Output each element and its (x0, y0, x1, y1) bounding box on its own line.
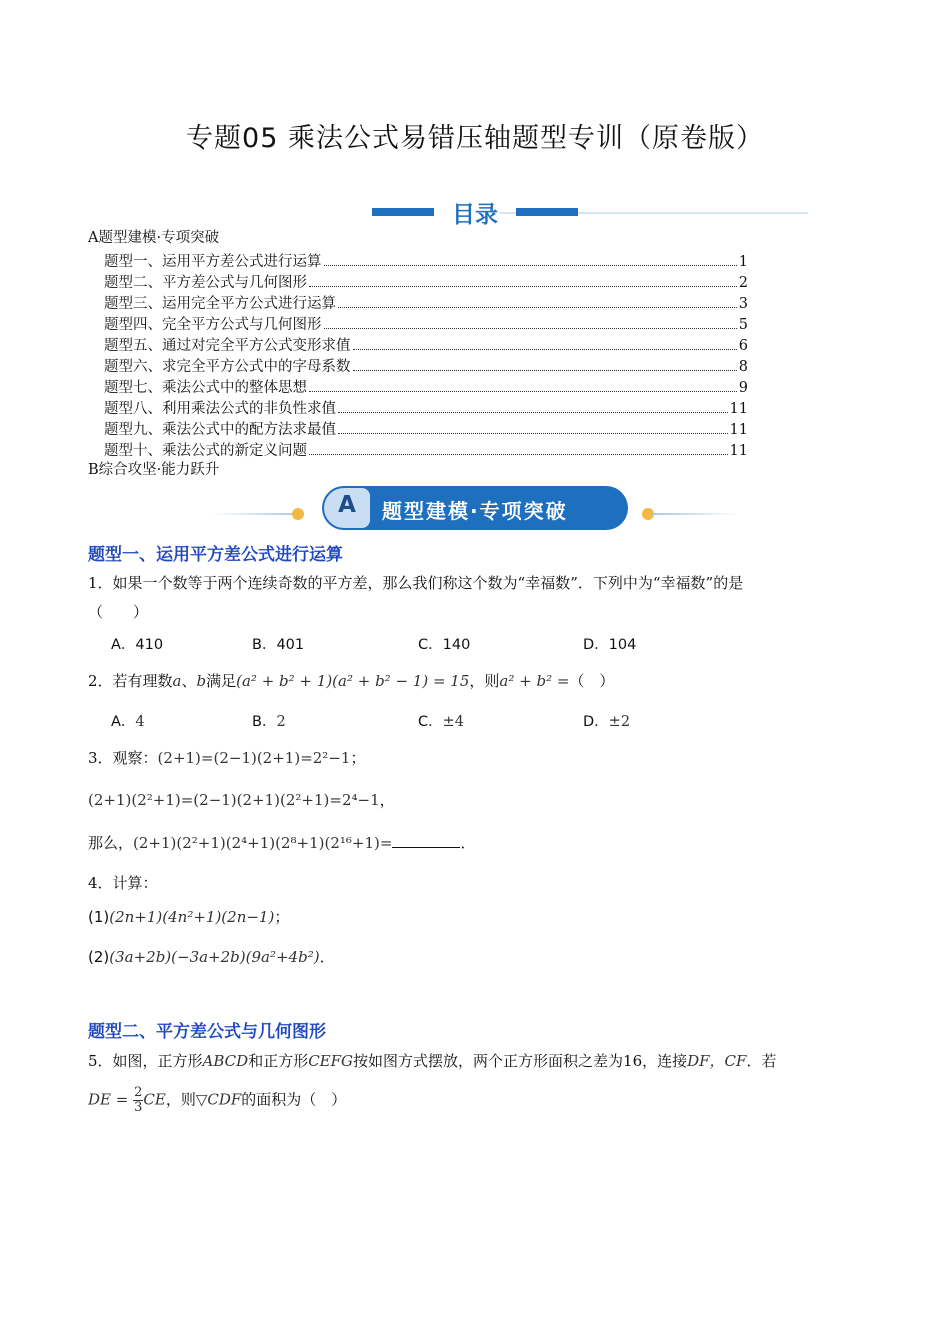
banner-line-right (652, 513, 738, 515)
toc-item[interactable]: 题型九、乘法公式中的配方法求最值 11 (104, 422, 748, 438)
toc-heading-text: 目录 (452, 202, 498, 228)
section-title: 题型一、运用平方差公式进行运算 (88, 545, 343, 565)
question-3: 3．观察：(2+1)=(2−1)(2+1)=2²−1； (88, 749, 366, 767)
toc-item[interactable]: 题型一、运用平方差公式进行运算 1 (104, 254, 748, 270)
question-4-part-1: (1)(2n+1)(4n²+1)(2n−1)； (88, 908, 290, 926)
toc-part-b: B综合攻坚·能力跃升 (88, 462, 220, 478)
option-c[interactable]: C．140 (418, 637, 471, 653)
toc-heading (372, 196, 578, 228)
toc-item[interactable]: 题型十、乘法公式的新定义问题 11 (104, 443, 748, 459)
option-d[interactable]: D．±2 (583, 714, 631, 730)
question-2: 2．若有理数a、b满足(a² + b² + 1)(a² + b² − 1) = 15，则a² + b² =（ ） (88, 672, 615, 690)
toc-item[interactable]: 题型八、利用乘法公式的非负性求值 11 (104, 401, 748, 417)
q2-equation: (a² + b² + 1)(a² + b² − 1) = 15 (236, 672, 470, 690)
toc-item[interactable]: 题型三、运用完全平方公式进行运算 3 (104, 296, 748, 312)
question-1-paren: （ ） (88, 603, 149, 621)
toc-item[interactable]: 题型七、乘法公式中的整体思想 9 (104, 380, 748, 396)
banner-text: 题型建模·专项突破 (382, 499, 568, 523)
banner-letter: A (338, 492, 356, 518)
question-3-line-2: (2+1)(2²+1)=(2−1)(2+1)(2²+1)=2⁴−1， (88, 791, 395, 809)
banner-dot-left (292, 508, 304, 520)
toc-part-a: A题型建模·专项突破 (88, 230, 220, 246)
option-b[interactable]: B．2 (252, 714, 286, 730)
toc-item[interactable]: 题型六、求完全平方公式中的字母系数 8 (104, 359, 748, 375)
section-banner (322, 486, 628, 530)
page-title: 专题05 乘法公式易错压轴题型专训（原卷版） (186, 123, 764, 154)
question-3-line-3: 那么，(2+1)(2²+1)(2⁴+1)(2⁸+1)(2¹⁶+1)= ． (88, 834, 476, 852)
option-a[interactable]: A．4 (111, 714, 145, 730)
fraction: $\frac{2}{3}$ (134, 1085, 143, 1115)
question-1 (88, 572, 858, 594)
option-b[interactable]: B．401 (252, 637, 305, 653)
question-5-line-2: DE = $\frac{2}{3}$ CE，则▽CDF的面积为（ ） (88, 1085, 347, 1115)
question-1-text: 1．如果一个数等于两个连续奇数的平方差，那么我们称这个数为“幸福数”．下列中为“幸福数”的是 (88, 574, 744, 592)
question-4-part-2: (2)(3a+2b)(−3a+2b)(9a²+4b²)． (88, 948, 335, 966)
answer-blank[interactable] (392, 833, 460, 848)
triangle-label: ▽CDF (195, 1090, 242, 1109)
toc-item[interactable]: 题型五、通过对完全平方公式变形求值 6 (104, 338, 748, 354)
section-title: 题型二、平方差公式与几何图形 (88, 1022, 326, 1042)
banner-line-left (212, 513, 298, 515)
toc-item[interactable]: 题型四、完全平方公式与几何图形 5 (104, 317, 748, 333)
option-a[interactable]: A．410 (111, 637, 164, 653)
question-4: 4．计算： (88, 874, 158, 892)
toc-item[interactable]: 题型二、平方差公式与几何图形 2 (104, 275, 748, 291)
option-d[interactable]: D．104 (583, 637, 637, 653)
option-c[interactable]: C．±4 (418, 714, 464, 730)
question-5: 5．如图，正方形ABCD和正方形CEFG按如图方式摆放，两个正方形面积之差为16，连接DF，CF．若 (88, 1052, 777, 1070)
